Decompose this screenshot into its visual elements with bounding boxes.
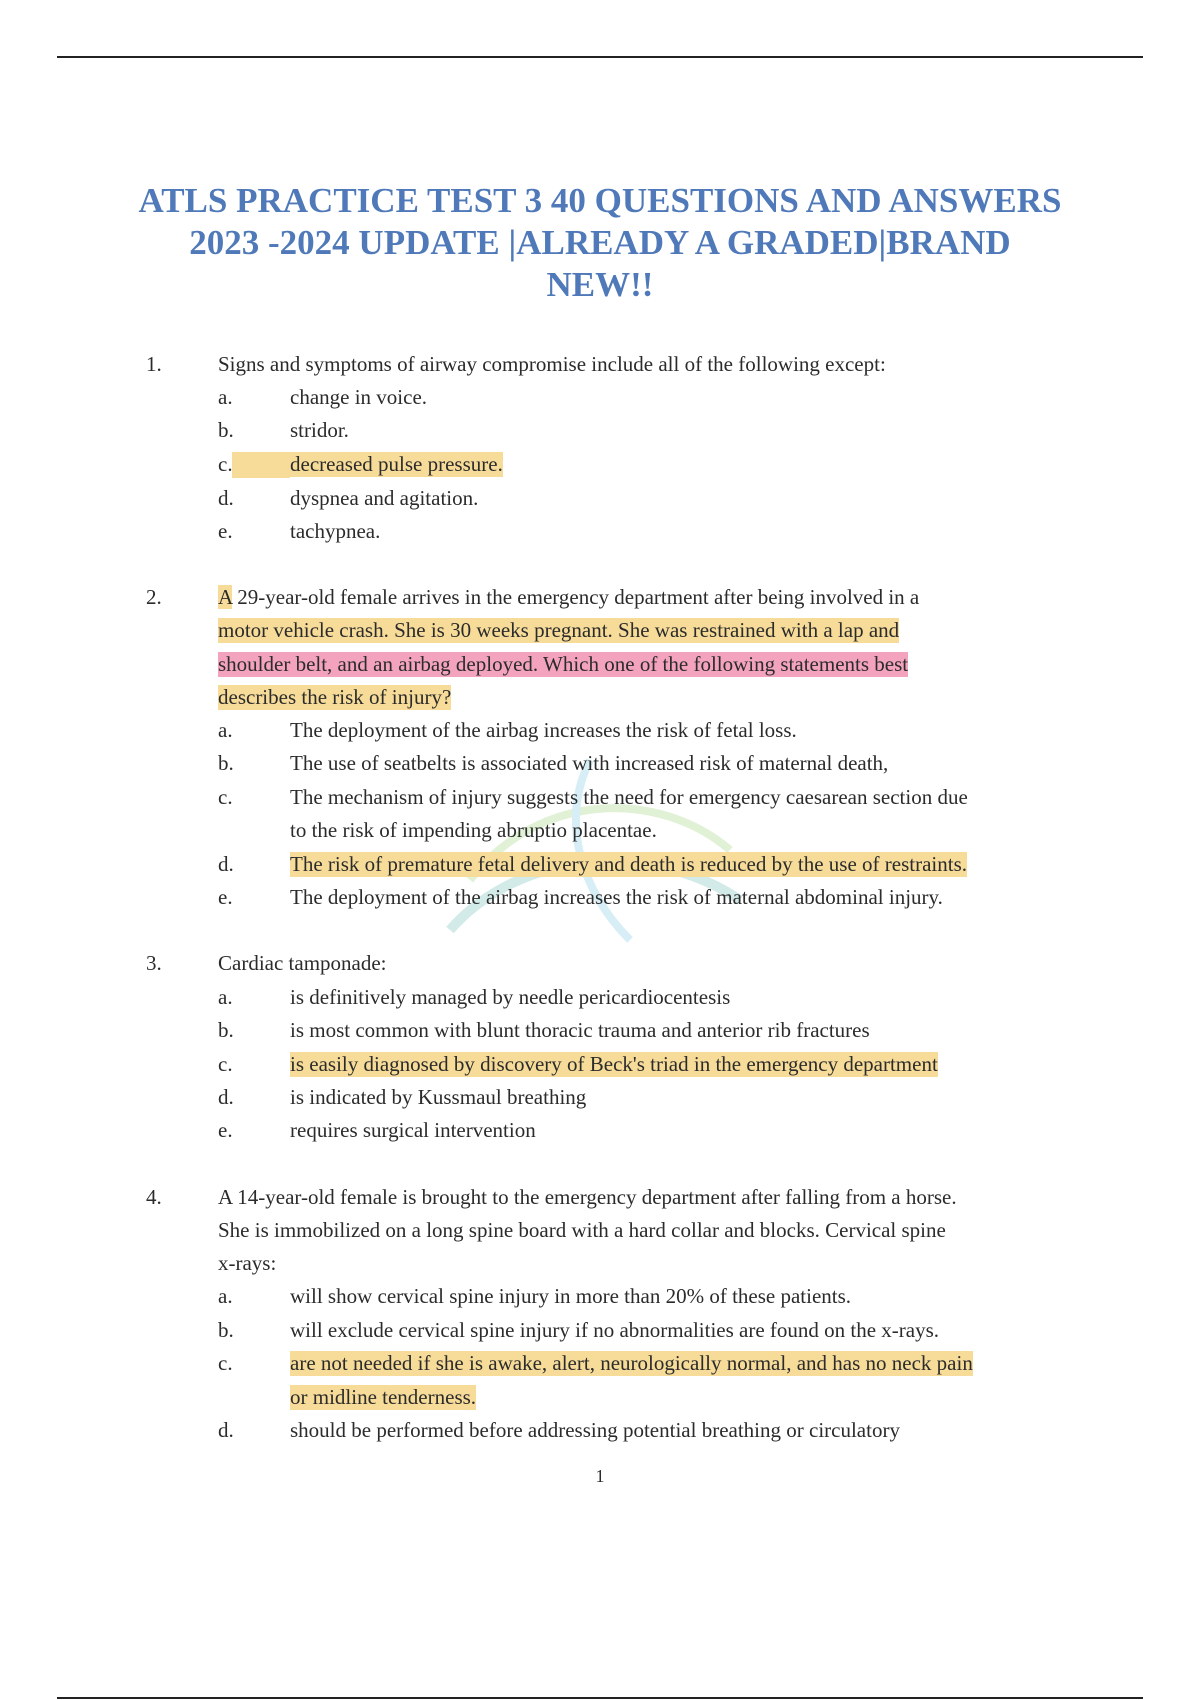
option-letter: a. <box>218 1284 233 1308</box>
option-text: is most common with blunt thoracic trauma and anterior rib fractures <box>290 1018 870 1042</box>
option-letter: a. <box>218 718 233 742</box>
stem-rest: 29-year-old female arrives in the emergency department after being involved in a <box>232 585 920 609</box>
answer-highlight <box>232 452 290 478</box>
title-line-3: NEW!! <box>546 265 654 304</box>
question-number: 2. <box>146 585 162 609</box>
correct-answer-text-continued: or midline tenderness. <box>290 1385 477 1409</box>
option-letter: c. <box>218 785 233 809</box>
option-letter: b. <box>218 751 234 775</box>
header-rule <box>57 56 1143 58</box>
option-text: stridor. <box>290 418 349 442</box>
option-text: The mechanism of injury suggests the need for emergency caesarean section due <box>290 785 968 809</box>
option-text: should be performed before addressing potential breathing or circulatory <box>290 1418 900 1442</box>
option-text: will exclude cervical spine injury if no abnormalities are found on the x-rays. <box>290 1318 940 1342</box>
correct-answer-text: is easily diagnosed by discovery of Beck's triad in the emergency department <box>290 1052 938 1076</box>
option-letter: d. <box>218 852 234 876</box>
question-number: 1. <box>146 352 162 376</box>
footer-rule <box>57 1697 1143 1699</box>
option-letter: c. <box>218 1052 233 1076</box>
question-stem-line: A 14-year-old female is brought to the emergency department after falling from a horse. <box>218 1185 957 1209</box>
question-number: 3. <box>146 951 162 975</box>
option-text: tachypnea. <box>290 519 381 543</box>
option-text: will show cervical spine injury in more than 20% of these patients. <box>290 1284 852 1308</box>
option-text-continued: to the risk of impending abruptio placentae. <box>290 818 657 842</box>
title-line-1: ATLS PRACTICE TEST 3 40 QUESTIONS AND ANSWERS <box>138 181 1062 220</box>
document-title <box>100 180 1100 306</box>
option-text: is definitively managed by needle pericardiocentesis <box>290 985 731 1009</box>
question-stem: Cardiac tamponade: <box>218 951 387 975</box>
question-stem-line: motor vehicle crash. She is 30 weeks pregnant. She was restrained with a lap and <box>218 618 900 642</box>
option-text: The deployment of the airbag increases the risk of maternal abdominal injury. <box>290 885 943 909</box>
option-text: requires surgical intervention <box>290 1118 536 1142</box>
option-letter: b. <box>218 418 234 442</box>
option-letter: d. <box>218 1085 234 1109</box>
question-stem: Signs and symptoms of airway compromise include all of the following except: <box>218 352 886 376</box>
question-number: 4. <box>146 1185 162 1209</box>
option-text: is indicated by Kussmaul breathing <box>290 1085 587 1109</box>
correct-answer-text: The risk of premature fetal delivery and death is reduced by the use of restraints. <box>290 852 967 876</box>
option-text: The deployment of the airbag increases the risk of fetal loss. <box>290 718 797 742</box>
option-letter: c. <box>218 1351 233 1375</box>
option-letter: c. <box>218 452 233 476</box>
option-text: The use of seatbelts is associated with increased risk of maternal death, <box>290 751 889 775</box>
option-letter: d. <box>218 1418 234 1442</box>
option-letter: e. <box>218 519 233 543</box>
option-letter: b. <box>218 1318 234 1342</box>
option-letter: e. <box>218 885 233 909</box>
option-letter: a. <box>218 385 233 409</box>
option-letter: b. <box>218 1018 234 1042</box>
question-stem-line <box>218 585 919 610</box>
title-line-2: 2023 -2024 UPDATE |ALREADY A GRADED|BRAND <box>189 223 1011 262</box>
correct-answer-text: are not needed if she is awake, alert, neurologically normal, and has no neck pain <box>290 1351 973 1375</box>
option-letter: a. <box>218 985 233 1009</box>
highlighted-word: A <box>218 585 233 609</box>
option-text: change in voice. <box>290 385 428 409</box>
page-number: 1 <box>595 1466 605 1486</box>
option-letter: d. <box>218 486 234 510</box>
option-letter: e. <box>218 1118 233 1142</box>
question-stem-line: She is immobilized on a long spine board with a hard collar and blocks. Cervical spine <box>218 1218 946 1242</box>
question-stem-line: describes the risk of injury? <box>218 685 452 709</box>
question-stem-line: shoulder belt, and an airbag deployed. Which one of the following statements best <box>218 652 909 676</box>
option-text: dyspnea and agitation. <box>290 486 479 510</box>
correct-answer-text: decreased pulse pressure. <box>290 452 503 476</box>
question-stem-line: x-rays: <box>218 1251 277 1275</box>
